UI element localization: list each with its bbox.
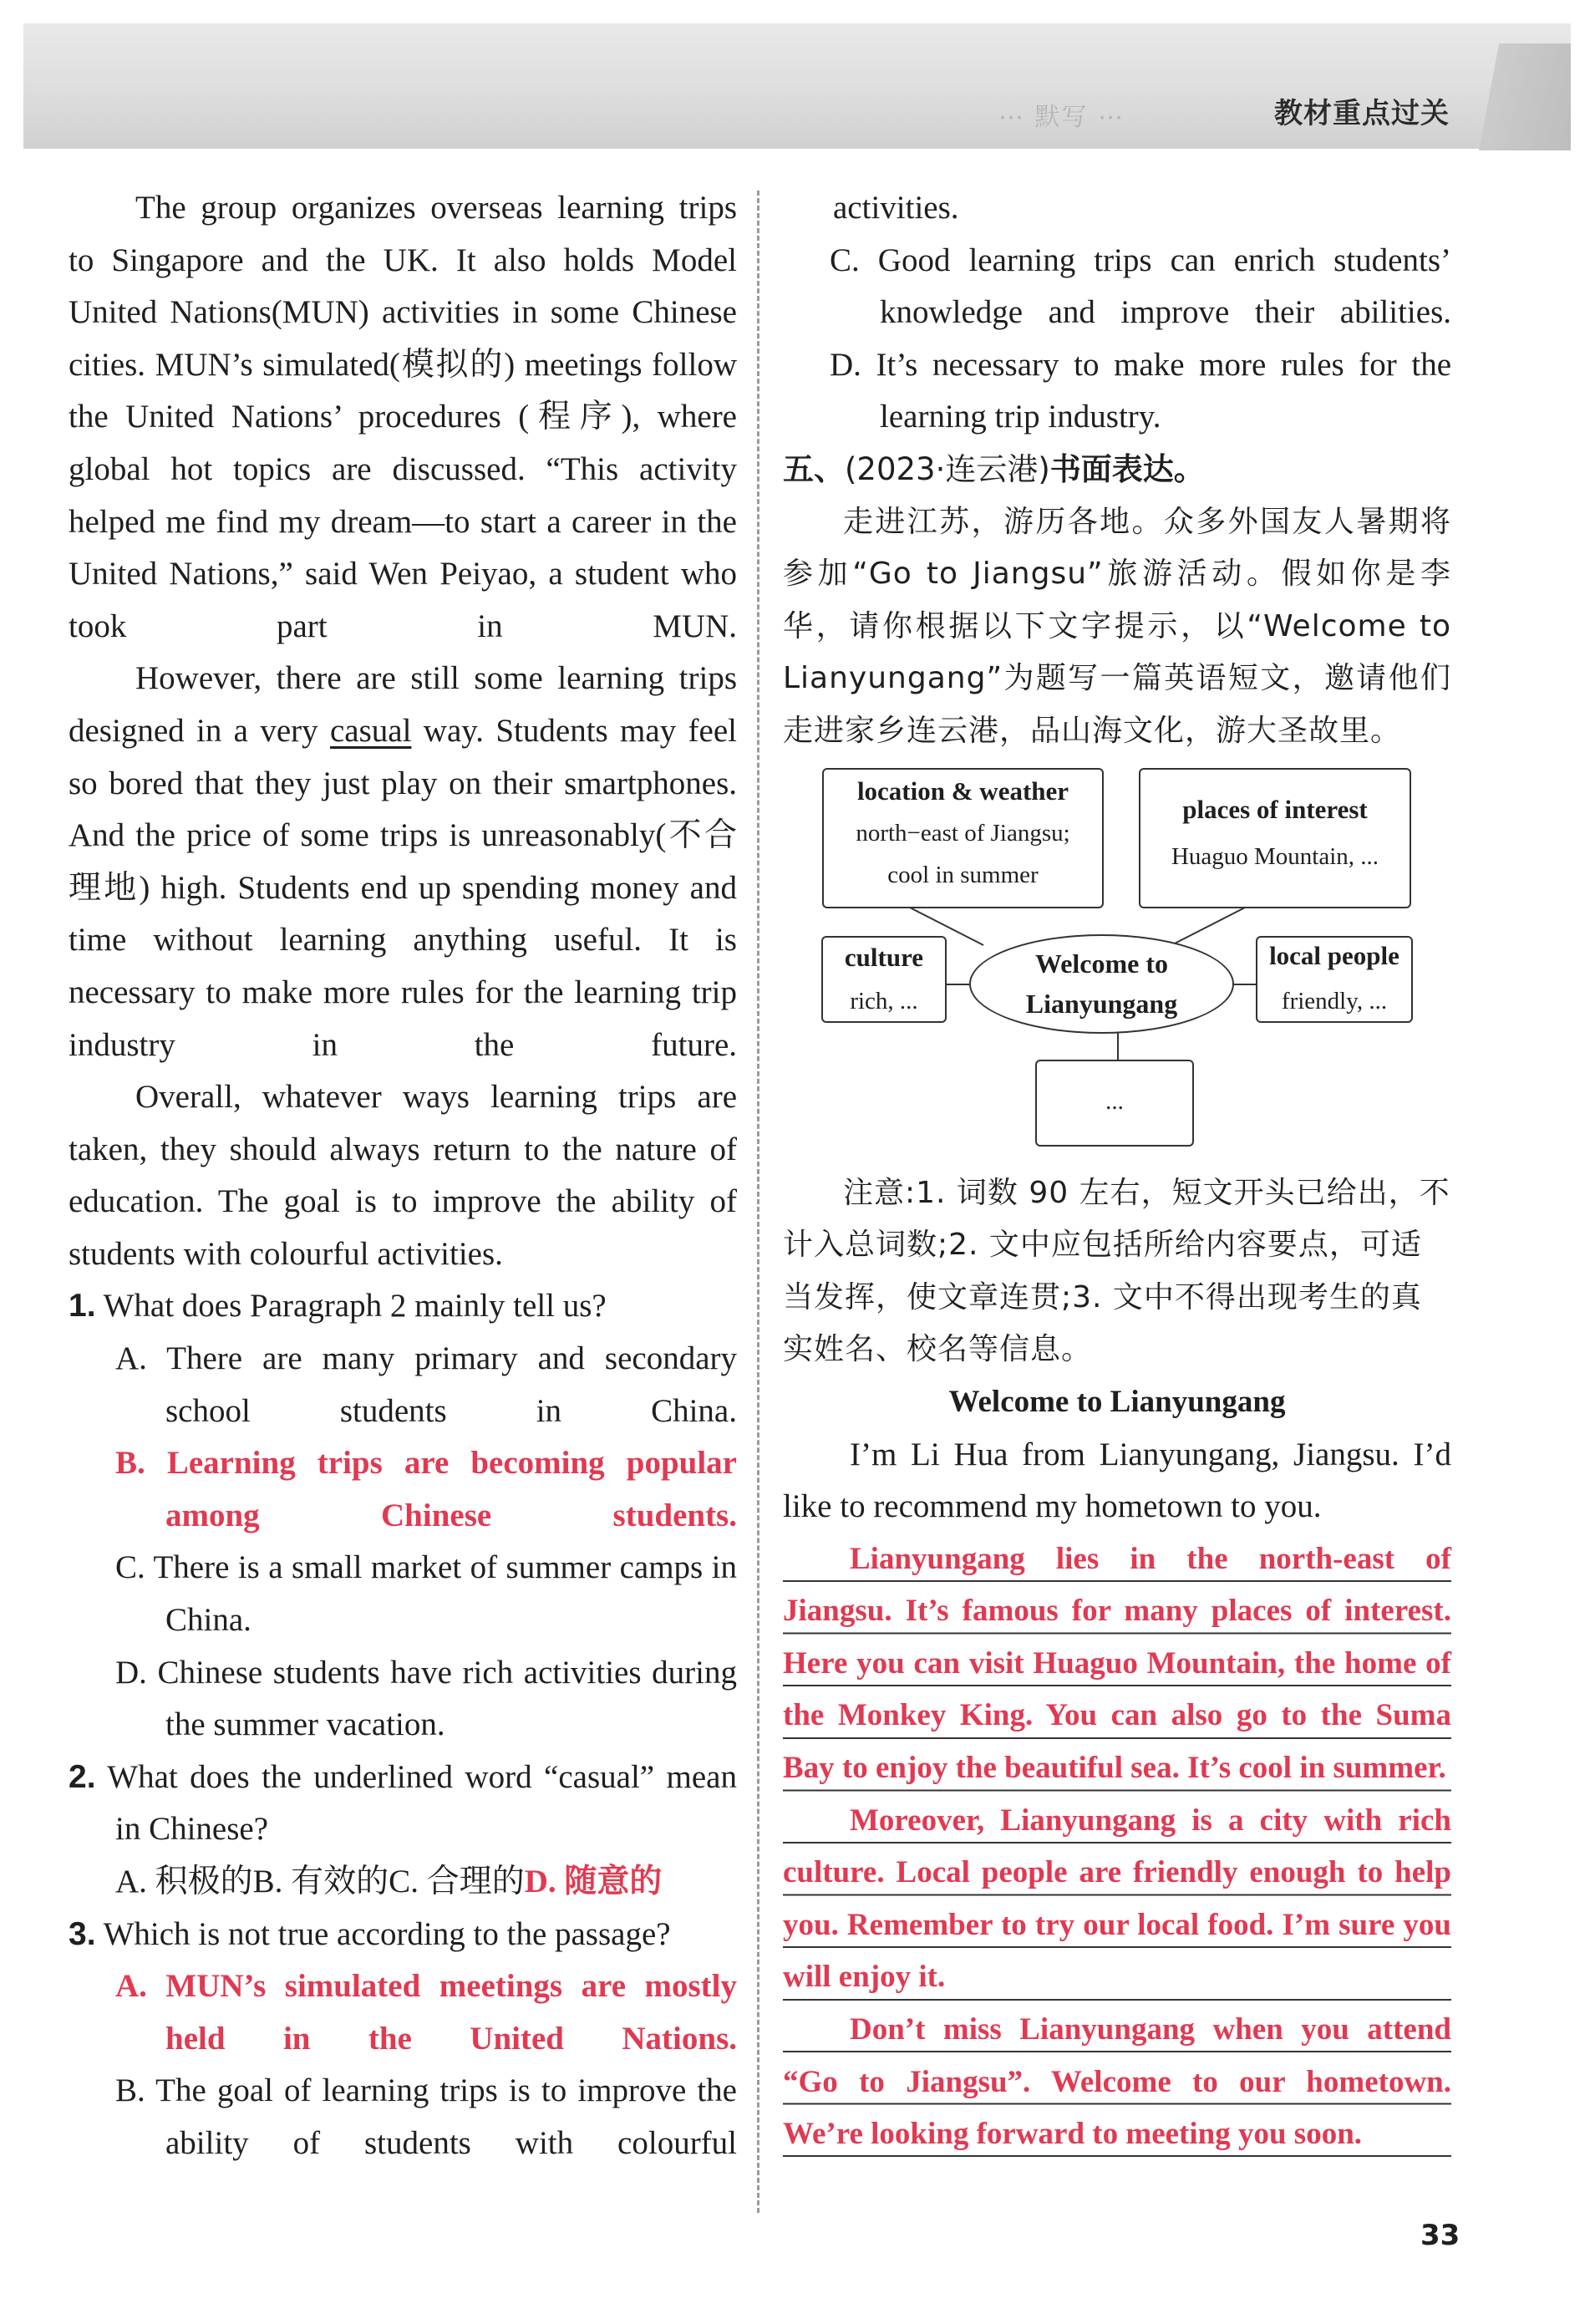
right-column xyxy=(783,182,1451,2161)
q3-option-a-answer: A. MUN’s simulated meetings are mostly held in the United Nations. xyxy=(115,1968,737,2057)
center-line-2: Lianyungang xyxy=(1025,989,1178,1020)
header-faint-text: ⋯ 默写 ⋯ xyxy=(998,103,1125,132)
culture-box xyxy=(821,936,947,1023)
underlined-word-casual: casual xyxy=(330,712,412,749)
page-number: 33 xyxy=(1420,2219,1460,2252)
mind-map xyxy=(783,763,1451,1164)
left-column xyxy=(69,182,737,2170)
question-1-text: What does Paragraph 2 mainly tell us? xyxy=(103,1288,607,1325)
q3-option-d: D. It’s necessary to make more rules for the learning trip industry. xyxy=(830,346,1451,435)
question-3 xyxy=(69,1909,737,1961)
q2-options xyxy=(69,1856,737,1909)
more-points-box xyxy=(1035,1060,1194,1147)
location-weather-title: location & weather xyxy=(856,776,1069,806)
q2-option-d-answer: D. 随意的 xyxy=(524,1864,663,1899)
question-1 xyxy=(69,1280,737,1333)
q1-option-c: C. There is a small market of summer camps in China. xyxy=(115,1549,737,1639)
local-people-line-1: friendly, ... xyxy=(1281,987,1388,1015)
question-3-text: Which is not true according to the passage? xyxy=(103,1915,671,1952)
column-divider xyxy=(757,191,759,2213)
essay-opening: I’m Li Hua from Lianyungang, Jiangsu. I’d like to recommend my hometown to you. xyxy=(783,1436,1451,1525)
question-2-text: What does the underlined word “casual” mean in Chinese? xyxy=(107,1758,737,1848)
culture-title: culture xyxy=(844,942,924,972)
answer-paragraph-1: Lianyungang lies in the north-east of Jiangsu. It’s famous for many places of interest. Here you can visit Huaguo Mountain, the home of the Monkey King. You can also go to the Suma Bay to enjoy the beautiful sea. It’s cool in summer. xyxy=(783,1533,1451,1795)
center-line-1: Welcome to xyxy=(1034,948,1169,979)
writing-prompt: 走进江苏，游历各地。众多外国友人暑期将参加“Go to Jiangsu”旅游活动。假如你是李华，请你根据以下文字提示，以“Welcome to Lianyungang”为题写一篇英语短文，邀请他们走进家乡连云港，品山海文化，游大圣故里。 xyxy=(783,504,1451,748)
question-2 xyxy=(69,1752,737,1856)
q2-options-abc: A. 积极的B. 有效的C. 合理的 xyxy=(115,1864,525,1899)
q3-option-b-continued: activities. xyxy=(833,190,959,226)
header-title: 教材重点过关 xyxy=(1274,97,1450,130)
section-title: 书面表达。 xyxy=(1049,450,1205,487)
location-weather-box xyxy=(822,768,1104,908)
passage-paragraph-2 xyxy=(69,653,737,1071)
location-weather-line-2: cool in summer xyxy=(887,861,1039,888)
answer-paragraph-2: Moreover, Lianyungang is a city with rich culture. Local people are friendly enough to help you. Remember to try our local food. I’m sure you will enjoy it. xyxy=(783,1795,1451,2004)
q3-option-b: B. The goal of learning trips is to improve the ability of students with colourful xyxy=(115,2072,737,2161)
q3-option-c: C. Good learning trips can enrich students’ knowledge and improve their abilities. xyxy=(830,242,1451,331)
more-points-text: ... xyxy=(1105,1087,1124,1115)
places-of-interest-title: places of interest xyxy=(1182,794,1368,824)
culture-line-1: rich, ... xyxy=(850,987,918,1015)
passage-paragraph-1: The group organizes overseas learning trips to Singapore and the UK. It also holds Model United Nations(MUN) activities in some Chinese cities. MUN’s simulated(模拟的) meetings follow the United Nations’ procedures (程序), where global hot topics are discussed. “This activity helped me find my dream—to start a career in the United Nations,” said Wen Peiyao, a student who took part in MUN. xyxy=(69,190,737,644)
places-of-interest-box xyxy=(1139,768,1411,908)
para2-text-a: However, there are still some learning trips designed in a very xyxy=(69,660,737,749)
places-of-interest-line-1: Huaguo Mountain, ... xyxy=(1171,842,1379,870)
section-source-tag: (2023·连云港) xyxy=(845,450,1050,487)
q1-option-d: D. Chinese students have rich activities during the summer vacation. xyxy=(115,1654,737,1743)
essay-title: Welcome to Lianyungang xyxy=(948,1384,1286,1419)
question-2-number: 2. xyxy=(69,1758,96,1795)
para2-text-b: way. Students may feel so bored that they just play on their smartphones. And the price of some trips is unreasonably(不合理地) high. Students end up spending money and time without learning anything useful. It is necessary to make more rules for the learning trip industry in the future. xyxy=(69,712,737,1063)
local-people-title: local people xyxy=(1269,940,1399,970)
question-3-number: 3. xyxy=(69,1915,96,1952)
mind-map-center-oval xyxy=(969,934,1234,1034)
section-number: 五、 xyxy=(783,450,845,487)
writing-notes: 注意:1. 词数 90 左右，短文开头已给出，不计入总词数;2. 文中应包括所给内容要点，可适当发挥，使文章连贯;3. 文中不得出现考生的真实姓名、校名等信息。 xyxy=(783,1175,1450,1367)
location-weather-line-1: north−east of Jiangsu; xyxy=(856,819,1070,847)
question-1-number: 1. xyxy=(69,1288,96,1325)
passage-paragraph-3: Overall, whatever ways learning trips are taken, they should always return to the nature of education. The goal is to improve the ability of students with colourful activities. xyxy=(69,1079,737,1272)
q1-option-b-answer: B. Learning trips are becoming popular among Chinese students. xyxy=(115,1445,737,1533)
q1-option-a: A. There are many primary and secondary school students in China. xyxy=(115,1340,737,1429)
section-five-heading xyxy=(783,444,1451,496)
answer-paragraph-3: Don’t miss Lianyungang when you attend “Go to Jiangsu”. Welcome to our hometown. We’re looking forward to meeting you soon. xyxy=(783,2004,1451,2161)
local-people-box xyxy=(1256,936,1413,1023)
